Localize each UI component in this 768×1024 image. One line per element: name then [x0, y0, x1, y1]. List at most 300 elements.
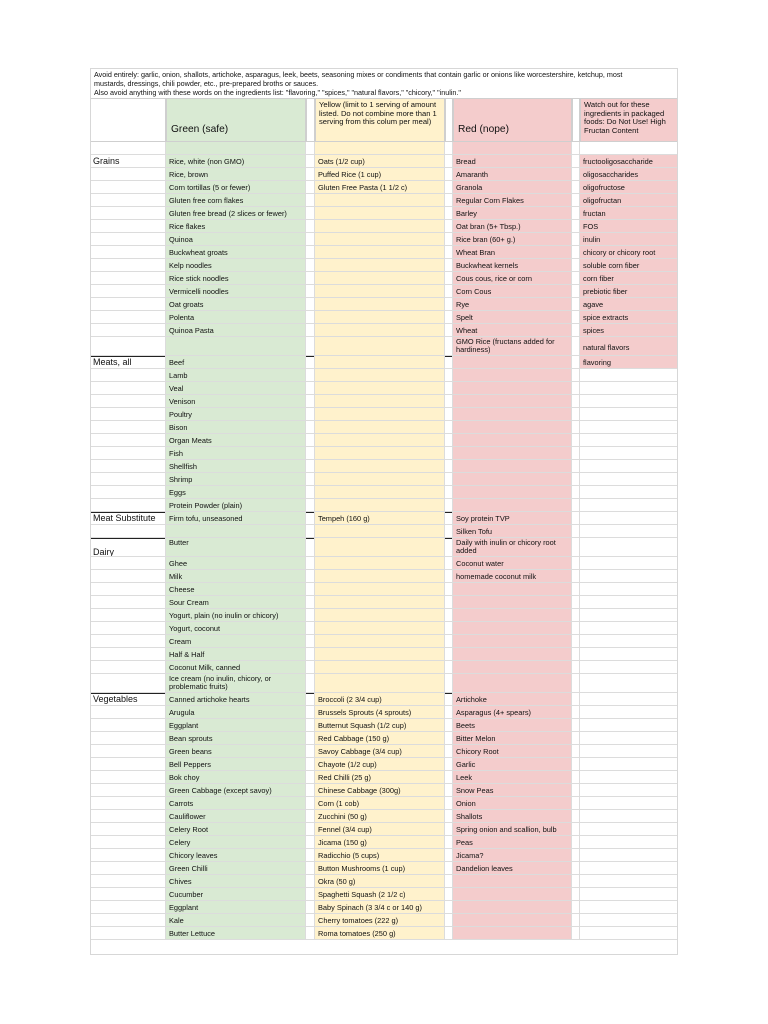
green-cell — [166, 337, 306, 356]
yellow-cell — [315, 434, 445, 447]
gap-cell — [445, 901, 453, 914]
green-cell: Ice cream (no inulin, chicory, or problematic fruits) — [166, 674, 306, 693]
gap-cell — [306, 784, 315, 797]
category-cell — [90, 758, 166, 771]
green-cell: Quinoa Pasta — [166, 324, 306, 337]
gap-cell — [572, 570, 580, 583]
red-cell: Buckwheat kernels — [453, 259, 572, 272]
yellow-cell — [315, 356, 445, 369]
gap-cell — [572, 719, 580, 732]
category-cell — [90, 525, 166, 538]
green-cell: Rice, white (non GMO) — [166, 155, 306, 168]
red-cell — [453, 888, 572, 901]
extra-cell — [580, 661, 678, 674]
extra-cell — [580, 849, 678, 862]
gap-cell — [306, 557, 315, 570]
gap-cell — [306, 538, 315, 557]
yellow-cell — [315, 596, 445, 609]
gap-cell — [306, 512, 315, 525]
gap-cell — [572, 259, 580, 272]
extra-cell: inulin — [580, 233, 678, 246]
gap-cell — [445, 570, 453, 583]
table-row — [90, 473, 678, 486]
category-cell — [90, 901, 166, 914]
table-row — [90, 648, 678, 661]
category-cell — [90, 648, 166, 661]
red-cell — [453, 609, 572, 622]
table-row — [90, 324, 678, 337]
table-row — [90, 512, 678, 525]
category-cell — [90, 836, 166, 849]
category-cell — [90, 862, 166, 875]
extra-cell — [580, 758, 678, 771]
gap-cell — [306, 875, 315, 888]
red-cell: Beets — [453, 719, 572, 732]
extra-cell — [580, 408, 678, 421]
gap-cell — [306, 622, 315, 635]
gap-cell — [445, 369, 453, 382]
gap-cell — [306, 324, 315, 337]
red-cell: Barley — [453, 207, 572, 220]
gap-cell — [306, 693, 315, 706]
table-row — [90, 784, 678, 797]
extra-cell — [580, 570, 678, 583]
extra-cell — [580, 434, 678, 447]
extra-cell — [580, 596, 678, 609]
red-cell: GMO Rice (fructans added for hardiness) — [453, 337, 572, 356]
gap-cell — [306, 706, 315, 719]
gap-cell — [445, 914, 453, 927]
gap-cell — [572, 324, 580, 337]
green-cell: Rice stick noodles — [166, 272, 306, 285]
extra-cell: flavoring — [580, 356, 678, 369]
gap-cell — [445, 311, 453, 324]
gap-cell — [445, 194, 453, 207]
category-cell — [90, 434, 166, 447]
yellow-cell — [315, 285, 445, 298]
gap-cell — [445, 784, 453, 797]
yellow-cell: Fennel (3/4 cup) — [315, 823, 445, 836]
green-cell: Green Chilli — [166, 862, 306, 875]
gap-cell — [445, 609, 453, 622]
red-cell: Soy protein TVP — [453, 512, 572, 525]
red-cell — [453, 142, 572, 155]
gap-cell — [572, 486, 580, 499]
extra-cell — [580, 648, 678, 661]
yellow-cell: Red Cabbage (150 g) — [315, 732, 445, 745]
yellow-cell: Brussels Sprouts (4 sprouts) — [315, 706, 445, 719]
red-cell — [453, 434, 572, 447]
red-cell: Onion — [453, 797, 572, 810]
yellow-cell — [315, 622, 445, 635]
table-row — [90, 272, 678, 285]
extra-cell: chicory or chicory root — [580, 246, 678, 259]
gap-cell — [306, 927, 315, 940]
gap-cell — [445, 233, 453, 246]
extra-cell: fructooligosaccharide — [580, 155, 678, 168]
red-cell — [453, 648, 572, 661]
green-cell: Rice, brown — [166, 168, 306, 181]
red-cell — [453, 635, 572, 648]
gap-cell — [572, 337, 580, 356]
red-cell — [453, 622, 572, 635]
gap-cell — [445, 875, 453, 888]
extra-cell: agave — [580, 298, 678, 311]
gap-cell — [572, 142, 580, 155]
gap-cell — [572, 732, 580, 745]
gap-cell — [572, 888, 580, 901]
red-cell — [453, 421, 572, 434]
yellow-cell — [315, 395, 445, 408]
red-cell: Silken Tofu — [453, 525, 572, 538]
table-row — [90, 706, 678, 719]
table-row — [90, 583, 678, 596]
extra-cell — [580, 557, 678, 570]
extra-cell — [580, 538, 678, 557]
category-cell — [90, 324, 166, 337]
green-cell: Eggplant — [166, 719, 306, 732]
red-cell — [453, 460, 572, 473]
green-cell: Arugula — [166, 706, 306, 719]
gap-cell — [572, 369, 580, 382]
table-row — [90, 674, 678, 693]
extra-cell — [580, 583, 678, 596]
gap-cell — [306, 168, 315, 181]
avoid-note-line-1: Avoid entirely: garlic, onion, shallots, artichoke, asparagus, leek, beets, seasoning mixes or condiments that contain garlic or onions like worcestershire, ketchup, most — [94, 70, 623, 79]
table-row — [90, 771, 678, 784]
extra-cell: oligofructan — [580, 194, 678, 207]
table-row — [90, 693, 678, 706]
yellow-cell — [315, 311, 445, 324]
gap-cell — [445, 356, 453, 369]
red-cell: Spelt — [453, 311, 572, 324]
green-cell: Polenta — [166, 311, 306, 324]
gap-cell — [306, 499, 315, 512]
table-row — [90, 875, 678, 888]
gap-cell — [445, 434, 453, 447]
gap-cell — [572, 745, 580, 758]
gap-cell — [445, 486, 453, 499]
avoid-note-line-2: mustards, dressings, chili powder, etc., pre-prepared broths or sauces. — [94, 79, 319, 88]
gap-cell — [572, 285, 580, 298]
category-cell — [90, 888, 166, 901]
gap-cell — [306, 369, 315, 382]
gap-cell — [306, 823, 315, 836]
category-cell — [90, 298, 166, 311]
extra-cell — [580, 927, 678, 940]
category-cell — [90, 220, 166, 233]
green-cell: Ghee — [166, 557, 306, 570]
category-cell — [90, 194, 166, 207]
green-cell: Half & Half — [166, 648, 306, 661]
extra-cell — [580, 797, 678, 810]
red-cell: Artichoke — [453, 693, 572, 706]
extra-cell — [580, 142, 678, 155]
green-cell: Yogurt, plain (no inulin or chicory) — [166, 609, 306, 622]
gap-cell — [445, 337, 453, 356]
green-cell: Organ Meats — [166, 434, 306, 447]
green-cell: Beef — [166, 356, 306, 369]
gap-cell — [445, 285, 453, 298]
gap-cell — [572, 758, 580, 771]
green-cell: Bell Peppers — [166, 758, 306, 771]
yellow-cell — [315, 486, 445, 499]
red-cell: Coconut water — [453, 557, 572, 570]
category-cell — [90, 810, 166, 823]
yellow-cell: Gluten Free Pasta (1 1/2 c) — [315, 181, 445, 194]
green-cell: Celery Root — [166, 823, 306, 836]
yellow-cell: Savoy Cabbage (3/4 cup) — [315, 745, 445, 758]
extra-cell: soluble corn fiber — [580, 259, 678, 272]
green-cell: Eggs — [166, 486, 306, 499]
gap-cell — [306, 635, 315, 648]
yellow-cell: Chayote (1/2 cup) — [315, 758, 445, 771]
green-cell: Firm tofu, unseasoned — [166, 512, 306, 525]
gap-cell — [306, 888, 315, 901]
category-cell — [90, 596, 166, 609]
gap-cell — [572, 421, 580, 434]
table-row — [90, 408, 678, 421]
table-row — [90, 888, 678, 901]
red-cell — [453, 395, 572, 408]
gap-cell — [445, 207, 453, 220]
red-cell: Cous cous, rice or corn — [453, 272, 572, 285]
gap-cell — [445, 557, 453, 570]
category-cell — [90, 460, 166, 473]
gap-cell — [306, 849, 315, 862]
gap-cell — [572, 706, 580, 719]
red-cell: Bread — [453, 155, 572, 168]
gap-cell — [572, 512, 580, 525]
gap-cell — [306, 836, 315, 849]
gap-cell — [306, 408, 315, 421]
gap-cell — [306, 732, 315, 745]
yellow-cell — [315, 298, 445, 311]
table-row — [90, 862, 678, 875]
extra-cell — [580, 460, 678, 473]
gap-cell — [572, 836, 580, 849]
gap-cell — [306, 486, 315, 499]
gap-cell — [572, 771, 580, 784]
extra-cell — [580, 901, 678, 914]
gap-cell — [306, 771, 315, 784]
table-row — [90, 596, 678, 609]
table-row — [90, 337, 678, 356]
table-row — [90, 758, 678, 771]
extra-cell — [580, 525, 678, 538]
gap-cell — [572, 194, 580, 207]
gap-cell — [572, 395, 580, 408]
green-cell: Quinoa — [166, 233, 306, 246]
gap-cell — [306, 181, 315, 194]
green-cell: Cucumber — [166, 888, 306, 901]
gap-cell — [572, 622, 580, 635]
yellow-cell: Chinese Cabbage (300g) — [315, 784, 445, 797]
red-cell: Daily with inulin or chicory root added — [453, 538, 572, 557]
green-cell: Canned artichoke hearts — [166, 693, 306, 706]
yellow-cell — [315, 408, 445, 421]
table-row — [90, 732, 678, 745]
extra-cell: natural flavors — [580, 337, 678, 356]
category-cell: Meats, all — [90, 356, 166, 369]
gap-cell — [572, 447, 580, 460]
yellow-cell — [315, 570, 445, 583]
header-gap-1 — [306, 98, 315, 142]
extra-cell — [580, 706, 678, 719]
table-row — [90, 369, 678, 382]
extra-cell — [580, 382, 678, 395]
category-cell — [90, 849, 166, 862]
red-cell: Bitter Melon — [453, 732, 572, 745]
red-cell — [453, 473, 572, 486]
category-cell — [90, 207, 166, 220]
yellow-cell — [315, 207, 445, 220]
yellow-cell: Butternut Squash (1/2 cup) — [315, 719, 445, 732]
gap-cell — [572, 538, 580, 557]
red-cell: homemade coconut milk — [453, 570, 572, 583]
green-cell: Green beans — [166, 745, 306, 758]
red-cell — [453, 356, 572, 369]
extra-cell — [580, 719, 678, 732]
gap-cell — [572, 525, 580, 538]
extra-cell — [580, 395, 678, 408]
red-cell: Granola — [453, 181, 572, 194]
gap-cell — [306, 395, 315, 408]
gap-cell — [572, 849, 580, 862]
red-cell: Rice bran (60+ g.) — [453, 233, 572, 246]
extra-cell — [580, 486, 678, 499]
gap-cell — [572, 220, 580, 233]
category-cell — [90, 719, 166, 732]
gap-cell — [572, 155, 580, 168]
gap-cell — [445, 648, 453, 661]
table-row — [90, 609, 678, 622]
gap-cell — [306, 220, 315, 233]
table-row — [90, 719, 678, 732]
extra-cell — [580, 862, 678, 875]
category-cell — [90, 557, 166, 570]
yellow-cell — [315, 272, 445, 285]
gap-cell — [306, 460, 315, 473]
green-cell: Vermicelli noodles — [166, 285, 306, 298]
green-cell: Poultry — [166, 408, 306, 421]
header-gap-2 — [445, 98, 453, 142]
green-cell: Cauliflower — [166, 810, 306, 823]
category-cell — [90, 771, 166, 784]
category-cell: Grains — [90, 155, 166, 168]
gap-cell — [572, 635, 580, 648]
gap-cell — [572, 810, 580, 823]
category-cell — [90, 421, 166, 434]
green-cell: Veal — [166, 382, 306, 395]
gap-cell — [306, 272, 315, 285]
extra-cell — [580, 622, 678, 635]
table-row — [90, 538, 678, 557]
gap-cell — [306, 434, 315, 447]
extra-cell: FOS — [580, 220, 678, 233]
category-cell — [90, 246, 166, 259]
gap-cell — [572, 901, 580, 914]
table-row — [90, 194, 678, 207]
category-cell — [90, 168, 166, 181]
green-cell: Bean sprouts — [166, 732, 306, 745]
green-cell: Celery — [166, 836, 306, 849]
yellow-cell — [315, 609, 445, 622]
table-row — [90, 447, 678, 460]
yellow-cell: Zucchini (50 g) — [315, 810, 445, 823]
extra-cell — [580, 693, 678, 706]
green-cell: Shellfish — [166, 460, 306, 473]
extra-cell — [580, 369, 678, 382]
gap-cell — [445, 693, 453, 706]
gap-cell — [306, 570, 315, 583]
green-cell: Yogurt, coconut — [166, 622, 306, 635]
red-cell — [453, 408, 572, 421]
green-cell: Venison — [166, 395, 306, 408]
gap-cell — [572, 583, 580, 596]
gap-cell — [445, 635, 453, 648]
red-cell — [453, 674, 572, 693]
gap-cell — [572, 661, 580, 674]
header-gap-3 — [572, 98, 580, 142]
gap-cell — [445, 382, 453, 395]
green-cell: Kelp noodles — [166, 259, 306, 272]
category-cell — [90, 499, 166, 512]
gap-cell — [572, 862, 580, 875]
table-row — [90, 382, 678, 395]
yellow-cell: Okra (50 g) — [315, 875, 445, 888]
table-row — [90, 356, 678, 369]
gap-cell — [572, 499, 580, 512]
gap-cell — [306, 674, 315, 693]
table-row — [90, 311, 678, 324]
extra-cell — [580, 771, 678, 784]
gap-cell — [306, 194, 315, 207]
gap-cell — [445, 155, 453, 168]
gap-cell — [445, 706, 453, 719]
yellow-cell — [315, 538, 445, 557]
category-cell — [90, 875, 166, 888]
avoid-note-line-3: Also avoid anything with these words on the ingredients list: "flavoring," "spices," "natural flavors," "chicory," "inulin." — [94, 88, 461, 97]
category-cell — [90, 622, 166, 635]
gap-cell — [572, 207, 580, 220]
table-row — [90, 849, 678, 862]
gap-cell — [572, 311, 580, 324]
gap-cell — [445, 525, 453, 538]
yellow-cell: Button Mushrooms (1 cup) — [315, 862, 445, 875]
yellow-cell — [315, 525, 445, 538]
table-row — [90, 927, 678, 940]
yellow-cell: Baby Spinach (3 3/4 c or 140 g) — [315, 901, 445, 914]
yellow-cell — [315, 557, 445, 570]
category-cell: Vegetables — [90, 693, 166, 706]
red-cell: Garlic — [453, 758, 572, 771]
category-cell — [90, 486, 166, 499]
gap-cell — [445, 810, 453, 823]
category-cell — [90, 272, 166, 285]
green-cell: Green Cabbage (except savoy) — [166, 784, 306, 797]
green-cell: Milk — [166, 570, 306, 583]
red-cell: Corn Cous — [453, 285, 572, 298]
extra-cell — [580, 810, 678, 823]
category-cell — [90, 395, 166, 408]
yellow-cell: Tempeh (160 g) — [315, 512, 445, 525]
yellow-cell — [315, 421, 445, 434]
green-cell: Sour Cream — [166, 596, 306, 609]
red-cell — [453, 369, 572, 382]
red-cell — [453, 914, 572, 927]
gap-cell — [572, 674, 580, 693]
